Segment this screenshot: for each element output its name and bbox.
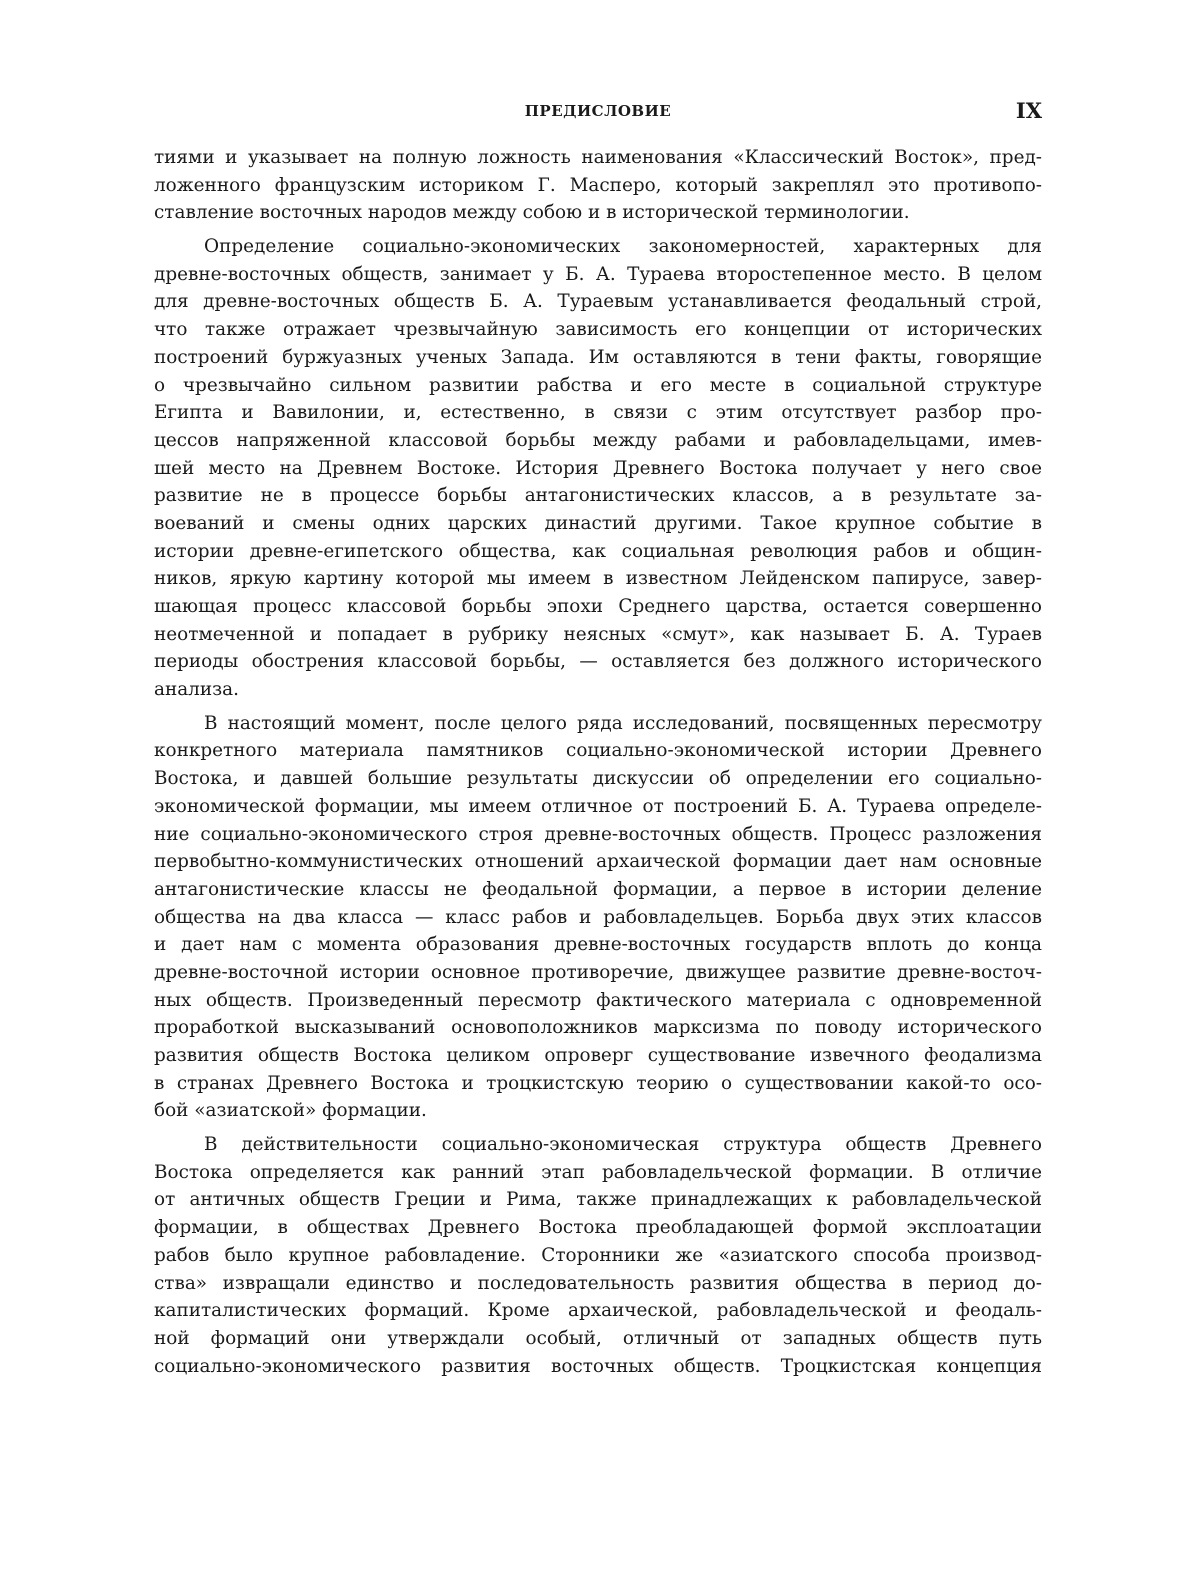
text-line: капиталистических формаций. Кроме архаической, рабовладельческой и феодаль- <box>154 1300 1042 1322</box>
text-line: неотмеченной и попадает в рубрику неясных «смут», как называет Б. А. Тураев <box>154 623 1042 645</box>
text-line: периоды обострения классовой борьбы, — оставляется без должного исторического <box>154 651 1042 673</box>
text-line: цессов напряженной классовой борьбы между рабами и рабовладельцами, имев- <box>154 429 1042 451</box>
paragraph <box>154 144 1042 227</box>
text-line: Определение социально-экономических закономерностей, характерных для <box>204 236 1042 258</box>
text-line: развития обществ Востока целиком опроверг существование извечного феодализма <box>154 1045 1042 1066</box>
text-line: антагонистические классы не феодальной формации, а первое в истории деление <box>154 878 1042 900</box>
text-line: древне-восточных обществ, занимает у Б. А. Тураева второстепенное место. В целом <box>154 263 1042 285</box>
text-line: в странах Древнего Востока и троцкистскую теорию о существовании какой-то осо- <box>154 1072 1042 1094</box>
text-line: первобытно-коммунистических отношений архаической формации дает нам основные <box>154 851 1042 873</box>
text-line: ства» извращали единство и последовательность развития общества в период до- <box>154 1272 1042 1294</box>
text-line: Востока определяется как ранний этап рабовладельческой формации. В отличие <box>154 1161 1042 1183</box>
text-line: для древне-восточных обществ Б. А. Тураевым устанавливается феодальный строй, <box>154 291 1042 313</box>
page-number: IX <box>1015 98 1042 123</box>
text-line: ников, яркую картину которой мы имеем в известном Лейденском папирусе, завер- <box>154 568 1042 590</box>
text-line: экономической формации, мы имеем отличное от построений Б. А. Тураева определе- <box>154 795 1042 817</box>
text-line: что также отражает чрезвычайную зависимость его концепции от исторических <box>154 319 1042 341</box>
text-line: воеваний и смены одних царских династий другими. Такое крупное событие в <box>154 512 1042 534</box>
text-line: развитие не в процессе борьбы антагонистических классов, а в результате за- <box>154 485 1042 507</box>
text-line: конкретного материала памятников социально-экономической истории Древнего <box>154 740 1042 762</box>
text-line: бой «азиатской» формации. <box>154 1100 427 1122</box>
text-line: ложенного французским историком Г. Масперо, который закреплял это противопо- <box>154 174 1042 196</box>
text-line: В действительности социально-экономическая структура обществ Древнего <box>204 1134 1042 1156</box>
paragraph <box>154 233 1042 704</box>
running-title: ПРЕДИСЛОВИЕ <box>524 102 672 120</box>
text-line: ных обществ. Произведенный пересмотр фактического материала с одновременной <box>154 989 1042 1011</box>
text-line: о чрезвычайно сильном развитии рабства и его месте в социальной структуре <box>154 374 1042 396</box>
text-line: формации, в обществах Древнего Востока преобладающей формой эксплоатации <box>154 1217 1042 1239</box>
running-head <box>154 98 1042 128</box>
paragraph <box>154 710 1042 1125</box>
text-line: В настоящий момент, после целого ряда исследований, посвященных пересмотру <box>204 712 1042 734</box>
text-line: анализа. <box>154 679 239 701</box>
text-line: социально-экономического развития восточных обществ. Троцкистская концепция <box>154 1355 1042 1377</box>
text-line: истории древне-египетского общества, как социальная революция рабов и общин- <box>154 540 1042 562</box>
text-line: ной формаций они утверждали особый, отличный от западных обществ путь <box>154 1327 1042 1349</box>
body-text <box>154 144 1042 1380</box>
text-line: шающая процесс классовой борьбы эпохи Среднего царства, остается совершенно <box>154 596 1042 617</box>
text-line: от античных обществ Греции и Рима, также принадлежащих к рабовладельческой <box>154 1189 1042 1211</box>
text-line: ставление восточных народов между собою и в исторической терминологии. <box>154 202 910 224</box>
text-line: построений буржуазных ученых Запада. Им оставляются в тени факты, говорящие <box>154 346 1042 368</box>
text-line: ние социально-экономического строя древне-восточных обществ. Процесс разложения <box>154 823 1042 845</box>
text-line: Востока, и давшей большие результаты дискуссии об определении его социально- <box>154 768 1042 790</box>
text-line: общества на два класса — класс рабов и рабовладельцев. Борьба двух этих классов <box>154 906 1042 928</box>
text-line: и дает нам с момента образования древне-восточных государств вплоть до конца <box>154 934 1042 956</box>
text-line: шей место на Древнем Востоке. История Древнего Востока получает у него свое <box>154 457 1042 479</box>
text-line: тиями и указывает на полную ложность наименования «Классический Восток», пред- <box>154 147 1042 168</box>
text-line: Египта и Вавилонии, и, естественно, в связи с этим отсутствует разбор про- <box>154 402 1042 424</box>
text-line: проработкой высказываний основоположников марксизма по поводу исторического <box>154 1017 1042 1039</box>
paragraph <box>154 1131 1042 1380</box>
text-line: древне-восточной истории основное противоречие, движущее развитие древне-восточ- <box>154 961 1042 983</box>
text-line: рабов было крупное рабовладение. Сторонники же «азиатского способа производ- <box>154 1244 1042 1266</box>
